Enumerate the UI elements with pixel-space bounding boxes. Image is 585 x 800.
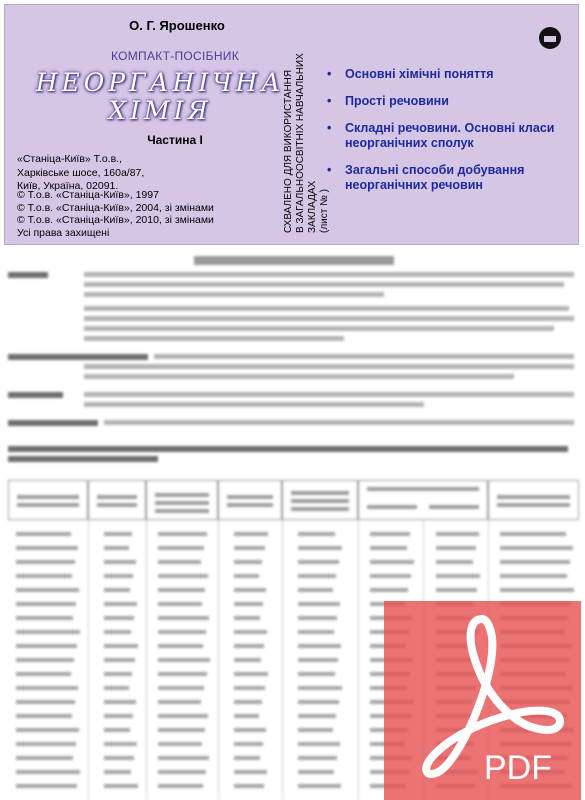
blurred-table-cell	[16, 686, 78, 690]
blurred-table-cell	[104, 546, 129, 550]
blurred-table-cell	[298, 616, 337, 620]
topic-item	[327, 163, 567, 193]
blurred-table-cell	[234, 756, 260, 760]
blurred-table-cell	[234, 546, 265, 550]
publisher-line: «Станіца-Київ» Т.о.в.,	[17, 153, 123, 165]
blurred-table-cell	[104, 560, 136, 564]
blurred-table-cell	[234, 672, 268, 676]
blurred-text-line	[84, 336, 344, 341]
blurred-table-cell	[500, 560, 570, 564]
book-title-line1: НЕОРГАНІЧНА	[35, 68, 285, 97]
topic-label: Складні речовини. Основні класи неорганічних сполук	[345, 121, 555, 150]
blurred-text-line	[154, 354, 574, 359]
approval-stamp	[283, 23, 333, 233]
blurred-table-cell	[104, 672, 132, 676]
pdf-watermark	[384, 601, 581, 800]
copyright-line: © Т.о.в. «Станіца-Київ», 2010, зі змінами	[17, 214, 214, 226]
publisher-address	[17, 153, 267, 194]
blurred-table-cell	[298, 714, 336, 718]
blurred-table-cell	[298, 742, 340, 746]
blurred-table-cell	[16, 588, 79, 592]
blurred-table-cell	[234, 588, 266, 592]
blurred-table-cell	[234, 686, 265, 690]
blurred-text-line	[84, 272, 574, 277]
blurred-table-cell	[298, 532, 335, 536]
blurred-table-cell	[158, 742, 202, 746]
blurred-table-cell	[158, 546, 204, 550]
blurred-table-cell	[16, 602, 76, 606]
table-header-cell	[146, 480, 218, 520]
blurred-table-cell	[158, 658, 210, 662]
blurred-table-cell	[16, 630, 80, 634]
blurred-table-cell	[234, 644, 264, 648]
blurred-table-cell	[298, 770, 334, 774]
blurred-table-cell	[298, 728, 333, 732]
bullet-icon: •	[327, 67, 332, 81]
blurred-table-cell	[16, 560, 75, 564]
blurred-table-cell	[298, 756, 337, 760]
blurred-table-cell	[158, 644, 203, 648]
table-header-cell	[218, 480, 282, 520]
topics-list	[327, 67, 567, 205]
table-header-cell	[8, 480, 88, 520]
blurred-table-cell	[234, 616, 260, 620]
blurred-table-cell	[16, 574, 72, 578]
blurred-text-line	[84, 392, 574, 397]
blurred-table-cell	[104, 686, 129, 690]
blurred-table-cell	[298, 686, 342, 690]
blurred-table-cell	[16, 742, 76, 746]
blurred-table-cell	[234, 560, 262, 564]
topic-item	[327, 94, 567, 109]
bullet-icon: •	[327, 94, 332, 108]
publisher-logo-icon	[539, 27, 561, 49]
book-title	[35, 69, 285, 125]
approval-line: В ЗАГАЛЬНООСВІТНІХ НАВЧАЛЬНИХ ЗАКЛАДАХ	[295, 53, 318, 233]
blurred-caption	[8, 446, 568, 452]
blurred-term	[8, 354, 148, 360]
blurred-table-cell	[158, 672, 207, 676]
blurred-text-line	[84, 402, 424, 407]
blurred-table-cell	[158, 602, 202, 606]
blurred-table-cell	[16, 532, 71, 536]
table-header-cell	[282, 480, 358, 520]
series-name: КОМПАКТ-ПОСІБНИК	[110, 49, 240, 63]
blurred-table-cell	[298, 546, 342, 550]
blurred-table-cell	[500, 532, 566, 536]
blurred-table-cell	[104, 784, 138, 788]
blurred-table-cell	[234, 658, 261, 662]
blurred-table-cell	[298, 602, 340, 606]
acrobat-icon	[384, 601, 581, 800]
blurred-table-cell	[298, 784, 341, 788]
blurred-table-cell	[234, 630, 267, 634]
blurred-table-cell	[104, 658, 135, 662]
blurred-table-cell	[16, 658, 74, 662]
blurred-table-cell	[158, 700, 201, 704]
blurred-table-cell	[158, 686, 204, 690]
author-name: О. Г. Ярошенко	[129, 18, 225, 33]
blurred-text-line	[84, 292, 384, 297]
blurred-table-cell	[500, 588, 574, 592]
blurred-table-cell	[234, 574, 259, 578]
blurred-term	[8, 420, 98, 426]
book-cover	[4, 4, 579, 245]
blurred-table-cell	[298, 574, 336, 578]
blurred-table-cell	[158, 756, 209, 760]
book-part: Частина І	[147, 133, 203, 147]
topic-item	[327, 67, 567, 82]
blurred-table-cell	[370, 546, 407, 550]
blurred-table-cell	[234, 714, 259, 718]
table-header-cell	[358, 480, 488, 520]
blurred-table-cell	[104, 574, 133, 578]
blurred-term	[8, 272, 48, 278]
blurred-table-cell	[16, 714, 72, 718]
blurred-text-line	[84, 374, 514, 379]
blurred-table-cell	[104, 770, 131, 774]
blurred-table-cell	[234, 728, 266, 732]
blurred-table-cell	[500, 546, 573, 550]
blurred-text-line	[84, 316, 574, 321]
blurred-caption	[8, 456, 158, 462]
approval-line: СХВАЛЕНО ДЛЯ ВИКОРИСТАННЯ	[283, 69, 294, 233]
blurred-table-cell	[158, 784, 203, 788]
bullet-icon: •	[327, 121, 332, 135]
blurred-table-cell	[16, 546, 78, 550]
blurred-table-cell	[234, 784, 264, 788]
blurred-table-cell	[104, 532, 132, 536]
publisher-line: Київ, Україна, 02091.	[17, 180, 119, 192]
blurred-table-cell	[16, 700, 75, 704]
blurred-table-cell	[104, 700, 136, 704]
blurred-table-cell	[234, 700, 262, 704]
blurred-table-cell	[16, 728, 79, 732]
publisher-line: Харківське шосе, 160а/87,	[17, 166, 145, 179]
blurred-table-cell	[158, 588, 205, 592]
rights-reserved: Усі права захищені	[17, 227, 110, 239]
blurred-table-cell	[436, 532, 479, 536]
blurred-table-cell	[370, 532, 410, 536]
blurred-table-cell	[104, 616, 134, 620]
blurred-table-cell	[104, 588, 130, 592]
blurred-table-cell	[298, 560, 339, 564]
approval-line: (лист № )	[319, 189, 330, 233]
topic-item	[327, 121, 567, 151]
topic-label: Загальні способи добування неорганічних речовин	[345, 163, 525, 192]
blurred-table-cell	[298, 630, 334, 634]
book-title-line2: ХІМІЯ	[108, 96, 212, 125]
blurred-table-cell	[104, 630, 131, 634]
blurred-text-line	[84, 282, 564, 287]
pdf-label: PDF	[484, 749, 552, 787]
blurred-table-cell	[298, 644, 341, 648]
blurred-table-cell	[158, 616, 209, 620]
blurred-table-cell	[298, 658, 338, 662]
blurred-table-cell	[234, 602, 263, 606]
blurred-table-cell	[158, 728, 205, 732]
blurred-table-cell	[158, 560, 201, 564]
blurred-table-cell	[104, 756, 134, 760]
blurred-table-cell	[16, 770, 80, 774]
bullet-icon: •	[327, 163, 332, 177]
table-header-cell	[88, 480, 146, 520]
blurred-table-cell	[500, 574, 567, 578]
blurred-table-cell	[104, 714, 133, 718]
blurred-table-cell	[158, 714, 208, 718]
blurred-table-cell	[16, 644, 77, 648]
blurred-table-cell	[158, 574, 208, 578]
topic-label: Прості речовини	[345, 94, 449, 108]
blurred-table-cell	[158, 630, 206, 634]
blurred-table-cell	[234, 532, 268, 536]
blurred-table-cell	[158, 770, 206, 774]
blurred-table-cell	[370, 574, 411, 578]
blurred-text-line	[104, 420, 574, 425]
blurred-table-cell	[298, 700, 339, 704]
blurred-table-cell	[436, 588, 477, 592]
blurred-table-cell	[370, 560, 414, 564]
blurred-text-line	[84, 364, 574, 369]
copyright-line: © Т.о.в. «Станіца-Київ», 1997	[17, 189, 159, 201]
blurred-text-line	[84, 306, 569, 311]
blurred-table-cell	[158, 532, 207, 536]
blurred-table-cell	[104, 742, 137, 746]
blurred-table-cell	[16, 616, 73, 620]
topic-label: Основні хімічні поняття	[345, 67, 494, 81]
blurred-table-cell	[16, 672, 71, 676]
blurred-table-cell	[370, 588, 408, 592]
blurred-table-cell	[104, 644, 138, 648]
blurred-table-cell	[436, 560, 473, 564]
blurred-heading	[194, 256, 394, 265]
blurred-table-cell	[16, 756, 73, 760]
blurred-table-cell	[104, 602, 137, 606]
blurred-table-cell	[298, 672, 335, 676]
blurred-term	[8, 392, 63, 398]
copyright-block	[17, 189, 267, 227]
blurred-table-cell	[16, 784, 77, 788]
blurred-table-cell	[234, 770, 267, 774]
blurred-table-cell	[104, 728, 130, 732]
copyright-line: © Т.о.в. «Станіца-Київ», 2004, зі змінами	[17, 201, 214, 214]
blurred-table-cell	[298, 588, 333, 592]
blurred-table-cell	[234, 742, 263, 746]
blurred-table-cell	[436, 574, 480, 578]
table-header-cell	[488, 480, 579, 520]
blurred-table-cell	[436, 546, 476, 550]
blurred-text-line	[84, 326, 554, 331]
